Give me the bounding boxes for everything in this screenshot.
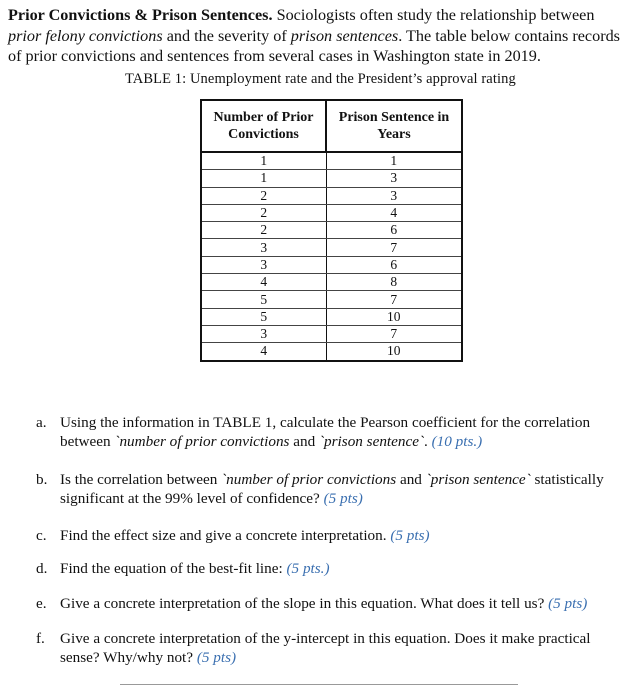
cell-prior-convictions: 2 [201, 222, 326, 239]
intro-text-2: and the severity of [162, 26, 291, 45]
table-row [201, 291, 462, 308]
question-text-part: statistically significant at the 99% level of confidence? [60, 471, 604, 507]
table-row [201, 274, 462, 291]
question-text [60, 594, 625, 613]
cell-prison-sentence: 6 [326, 222, 462, 239]
cell-prison-sentence: 3 [326, 187, 462, 204]
table-header-row [201, 100, 462, 152]
cell-prior-convictions: 1 [201, 170, 326, 187]
cell-prison-sentence: 7 [326, 325, 462, 342]
table-row [201, 204, 462, 221]
question-letter: d. [36, 560, 48, 577]
table-row [201, 308, 462, 325]
intro-paragraph [8, 5, 630, 67]
cell-prior-convictions: 2 [201, 187, 326, 204]
question-variable: `prison sentence` [425, 471, 531, 488]
question-text [60, 559, 625, 578]
intro-heading: Prior Convictions & Prison Sentences. [8, 6, 273, 24]
header-prison-sentence: Prison Sentence in Years [326, 100, 462, 152]
question-text [60, 470, 625, 508]
cell-prison-sentence: 7 [326, 239, 462, 256]
table-row [201, 187, 462, 204]
header-prior-convictions: Number of Prior Convictions [201, 100, 326, 152]
question-text [60, 526, 625, 545]
question-text-part: Is the correlation between [60, 471, 222, 488]
table-row [201, 239, 462, 256]
cell-prison-sentence: 3 [326, 170, 462, 187]
cell-prison-sentence: 4 [326, 204, 462, 221]
question-variable: `number of prior convictions [114, 433, 290, 450]
question-variable: `number of prior convictions [221, 471, 397, 488]
cell-prior-convictions: 3 [201, 325, 326, 342]
question-text-part: Find the equation of the best-fit line: [60, 560, 287, 577]
cell-prior-convictions: 5 [201, 291, 326, 308]
table-row [201, 170, 462, 187]
question-text-part: Find the effect size and give a concrete interpretation. [60, 527, 391, 544]
points-label: (5 pts.) [286, 560, 330, 577]
question-text [60, 413, 625, 451]
cell-prison-sentence: 1 [326, 152, 462, 170]
points-label: (5 pts) [390, 527, 430, 544]
table-row [201, 343, 462, 361]
intro-italic-2: prison sentences [290, 26, 399, 45]
table-caption: TABLE 1: Unemployment rate and the President’s approval rating [125, 71, 516, 87]
question-text-part: and [289, 433, 319, 450]
question-text-part: and [396, 471, 426, 488]
intro-text-1: Sociologists often study the relationship between [272, 6, 595, 24]
table-row [201, 222, 462, 239]
question-letter: f. [36, 630, 45, 647]
cell-prior-convictions: 4 [201, 343, 326, 361]
cell-prior-convictions: 1 [201, 152, 326, 170]
table-body [201, 152, 462, 361]
intro-italic-1: prior felony convictions [8, 26, 163, 45]
question-letter: c. [36, 527, 47, 544]
question-variable: `prison sentence` [319, 433, 425, 450]
bottom-divider [120, 684, 518, 685]
question-letter: b. [36, 471, 48, 488]
cell-prior-convictions: 5 [201, 308, 326, 325]
points-label: (5 pts) [548, 595, 588, 612]
cell-prison-sentence: 10 [326, 308, 462, 325]
points-label: (5 pts) [196, 649, 237, 666]
question-text-part: Using the information in TABLE 1, calculate the Pearson coefficient for the correlation between [60, 414, 591, 450]
cell-prior-convictions: 2 [201, 204, 326, 221]
intro-text-3: . The table below contains records of prior convictions and sentences from several cases in Washington state in 2019. [8, 26, 620, 65]
cell-prior-convictions: 3 [201, 239, 326, 256]
table-row [201, 325, 462, 342]
table-row [201, 152, 462, 170]
cell-prison-sentence: 6 [326, 256, 462, 273]
cell-prison-sentence: 7 [326, 291, 462, 308]
question-letter: e. [36, 595, 47, 612]
cell-prior-convictions: 4 [201, 274, 326, 291]
question-text-part: Give a concrete interpretation of the y-intercept in this equation. Does it make practical sense? Why/why not? [60, 630, 591, 666]
cell-prison-sentence: 8 [326, 274, 462, 291]
points-label: (10 pts.) [431, 433, 483, 450]
question-text-part: . [424, 433, 432, 450]
data-table [200, 99, 463, 362]
cell-prior-convictions: 3 [201, 256, 326, 273]
table-row [201, 256, 462, 273]
question-text-part: Give a concrete interpretation of the slope in this equation. What does it tell us? [60, 595, 549, 612]
question-text [60, 629, 625, 667]
points-label: (5 pts) [323, 490, 363, 507]
cell-prison-sentence: 10 [326, 343, 462, 361]
question-letter: a. [36, 414, 47, 431]
